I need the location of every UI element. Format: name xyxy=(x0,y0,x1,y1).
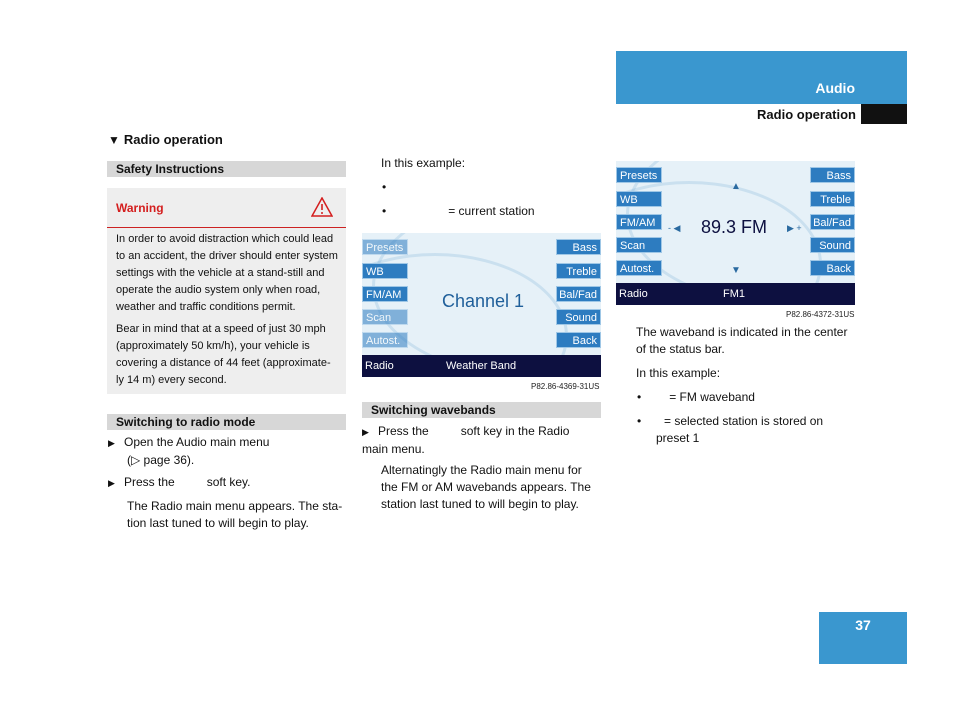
switch-radio-bar: Switching to radio mode xyxy=(107,414,346,430)
arrow-right-icon: ▶ xyxy=(108,478,115,488)
softkey-autost[interactable]: Autost. xyxy=(616,260,662,276)
softkey-back[interactable]: Back xyxy=(556,332,601,348)
softkey-wb[interactable]: WB xyxy=(362,263,408,279)
waveband-info: The waveband is indicated in the center of the status bar. xyxy=(636,325,848,356)
tune-down-icon[interactable]: ▼ xyxy=(731,265,741,276)
figure-caption: P82.86-4372-31US xyxy=(786,310,855,319)
figure-caption: P82.86-4369-31US xyxy=(531,382,600,391)
bullet-fm: • = FM waveband xyxy=(637,390,755,404)
status-bar xyxy=(616,283,855,305)
softkey-fm-am[interactable]: FM/AM xyxy=(616,214,662,230)
header-marker xyxy=(861,104,907,124)
page-number: 37 xyxy=(855,617,871,633)
softkey-sound[interactable]: Sound xyxy=(810,237,855,253)
safety-bar: Safety Instructions xyxy=(107,161,346,177)
bullet-1: • xyxy=(382,180,387,194)
radio-screen-1 xyxy=(362,233,601,377)
softkey-scan[interactable]: Scan xyxy=(362,309,408,325)
channel-display: Channel 1 xyxy=(442,291,525,311)
radio-screen-2 xyxy=(616,161,855,305)
status-mode: Radio xyxy=(365,360,394,372)
softkey-back[interactable]: Back xyxy=(810,260,855,276)
section-tab xyxy=(616,51,907,104)
seek-forward-icon[interactable]: ▶ + xyxy=(787,223,802,233)
warning-text-1: In order to avoid distraction which could lead to an accident, the driver should enter system settings with the vehicle at a stand-still and operate the audio system only when road, weather and traffic conditions permit. xyxy=(116,233,338,313)
softkey-presets[interactable]: Presets xyxy=(616,167,662,183)
softkey-treble[interactable]: Treble xyxy=(556,263,601,279)
bullet-preset: • = selected station is stored on preset 1 xyxy=(637,414,824,445)
softkey-bass[interactable]: Bass xyxy=(810,167,855,183)
page-number-box xyxy=(819,612,907,664)
example-label: In this example: xyxy=(381,156,466,170)
softkey-scan[interactable]: Scan xyxy=(616,237,662,253)
example-label: In this example: xyxy=(636,366,721,380)
bullet-2: • = current station xyxy=(382,204,535,218)
softkey-autost[interactable]: Autost. xyxy=(362,332,408,348)
softkey-wb[interactable]: WB xyxy=(616,191,662,207)
status-mode: Radio xyxy=(619,288,648,300)
warning-text-2: Bear in mind that at a speed of just 30 mph (approximately 50 km/h), your vehicle is covering a distance of 44 feet (approximate-ly 14 m) every second. xyxy=(116,323,331,386)
softkey-sound[interactable]: Sound xyxy=(556,309,601,325)
softkey-fm-am[interactable]: FM/AM xyxy=(362,286,408,302)
softkey-bal-fad[interactable]: Bal/Fad xyxy=(556,286,601,302)
warning-box xyxy=(107,188,346,394)
status-band: FM1 xyxy=(723,288,745,300)
switch-waveband-bar: Switching wavebands xyxy=(362,402,601,418)
softkey-bal-fad[interactable]: Bal/Fad xyxy=(810,214,855,230)
softkey-bass[interactable]: Bass xyxy=(556,239,601,255)
arrow-right-icon: ▶ xyxy=(362,427,369,437)
status-bar xyxy=(362,355,601,377)
tune-up-icon[interactable]: ▲ xyxy=(731,181,741,192)
warning-label: Warning xyxy=(116,201,164,215)
subsection-title: Radio operation xyxy=(757,107,856,122)
step-open-menu: ▶ Open the Audio main menu (▷ page 36). xyxy=(108,435,270,467)
seek-back-icon[interactable]: - ◀ xyxy=(668,223,681,233)
softkey-treble[interactable]: Treble xyxy=(810,191,855,207)
triangle-down-icon: ▼ xyxy=(108,133,120,147)
softkey-presets[interactable]: Presets xyxy=(362,239,408,255)
arrow-right-icon: ▶ xyxy=(108,438,115,448)
waveband-text: Alternatingly the Radio main menu for the FM or AM wavebands appears. The station last tuned to will begin to play. xyxy=(381,463,591,511)
status-band: Weather Band xyxy=(446,360,517,372)
result-text: The Radio main menu appears. The sta-tion last tuned to will begin to play. xyxy=(127,499,343,530)
warning-triangle-icon xyxy=(311,197,333,222)
warning-header xyxy=(107,188,346,228)
step-press-wb: ▶ Press the soft key in the Radio main menu. xyxy=(362,424,570,456)
section-heading: ▼ Radio operation xyxy=(108,132,223,147)
section-title: Audio xyxy=(815,80,855,96)
frequency-display: 89.3 FM xyxy=(701,217,768,237)
step-press-softkey: ▶ Press the soft key. xyxy=(108,474,343,492)
